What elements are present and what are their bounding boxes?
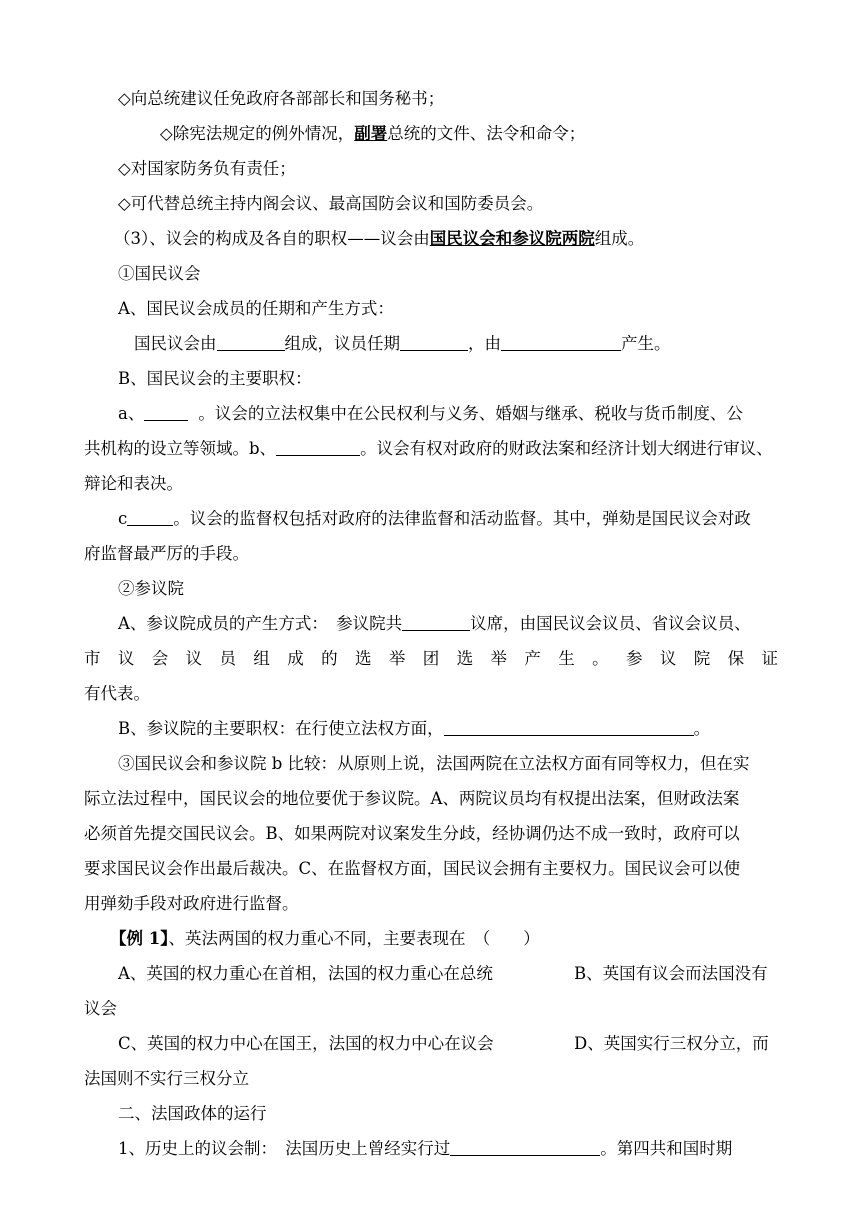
text-line-18: 有代表。: [84, 684, 150, 703]
text-line-8: 国民议会由 组成，议员任期 ，由 产生。: [134, 334, 671, 353]
option-c: C、英国的权力中心在国王，法国的权力中心在议会: [118, 1034, 494, 1053]
text-line-3: ◇对国家防务负有责任；: [118, 159, 296, 178]
fill-blank[interactable]: [501, 334, 621, 351]
fill-blank[interactable]: [127, 509, 173, 526]
text-line-20: ③国民议会和参议院 b 比较：从原则上说，法国两院在立法权方面有同等权力，但在实: [118, 754, 750, 773]
fill-blank[interactable]: [276, 439, 360, 456]
heading-national-assembly: ①国民议会: [118, 264, 201, 283]
option-b-continued: 议会: [84, 999, 117, 1018]
fill-blank[interactable]: [217, 334, 285, 351]
text-line-21: 际立法过程中，国民议会的地位要优于参议院。A、两院议员均有权提出法案，但财政法案: [84, 789, 740, 808]
text-line-19: B、参议院的主要职权：在行使立法权方面， 。: [118, 719, 711, 738]
option-d: D、英国实行三权分立，而: [574, 1034, 769, 1053]
text-line-2: ◇除宪法规定的例外情况，副署总统的文件、法令和命令；: [160, 124, 586, 143]
text-line-12: 辩论和表决。: [84, 474, 183, 493]
text-line-4: ◇可代替总统主持内阁会议、最高国防会议和国防委员会。: [118, 194, 544, 213]
text-line-5: （3）、议会的构成及各自的职权——议会由国民议会和参议院两院组成。: [114, 229, 645, 248]
fill-blank[interactable]: [450, 1139, 600, 1156]
fill-blank[interactable]: [400, 334, 468, 351]
option-d-continued: 法国则不实行三权分立: [84, 1069, 249, 1088]
text-line-10: a、 。议会的立法权集中在公民权利与义务、婚姻与继承、税收与货币制度、公: [118, 404, 743, 423]
text-line-14: 府监督最严厉的手段。: [84, 544, 249, 563]
option-b: B、英国有议会而法国没有: [574, 964, 768, 983]
text-line-1: ◇向总统建议任免政府各部部长和国务秘书；: [118, 89, 445, 108]
text-line-11: 共机构的设立等领域。b、 。议会有权对政府的财政法案和经济计划大纲进行审议、: [84, 439, 773, 458]
text-line-17: 市 议 会 议 员 组 成 的 选 举 团 选 举 产 生 。 参 议 院 保 证: [84, 649, 778, 668]
text-line-7: A、国民议会成员的任期和产生方式：: [118, 299, 394, 318]
fill-blank[interactable]: [444, 719, 694, 736]
text-line-22: 必须首先提交国民议会。B、如果两院对议案发生分歧，经协调仍达不成一致时，政府可以: [84, 824, 740, 843]
text-line-9: B、国民议会的主要职权：: [118, 369, 312, 388]
text-line-24: 用弹劾手段对政府进行监督。: [84, 894, 299, 913]
example-question: 【例 1】、英法两国的权力重心不同，主要表现在 （ ）: [110, 929, 540, 948]
text-line-23: 要求国民议会作出最后裁决。C、在监督权方面，国民议会拥有主要权力。国民议会可以使: [84, 859, 741, 878]
text-line-16: A、参议院成员的产生方式： 参议院共 议席，由国民议会议员、省议会议员、: [118, 614, 751, 633]
fill-blank[interactable]: [402, 614, 470, 631]
option-a: A、英国的权力重心在首相，法国的权力重心在总统: [118, 964, 493, 983]
section-heading: 二、法国政体的运行: [118, 1104, 267, 1123]
heading-senate: ②参议院: [118, 579, 184, 598]
text-line-31: 1、历史上的议会制： 法国历史上曾经实行过 。第四共和国时期: [118, 1139, 733, 1158]
fill-blank[interactable]: [144, 404, 188, 421]
text-line-13: c 。议会的监督权包括对政府的法律监督和活动监督。其中，弹劾是国民议会对政: [118, 509, 751, 528]
